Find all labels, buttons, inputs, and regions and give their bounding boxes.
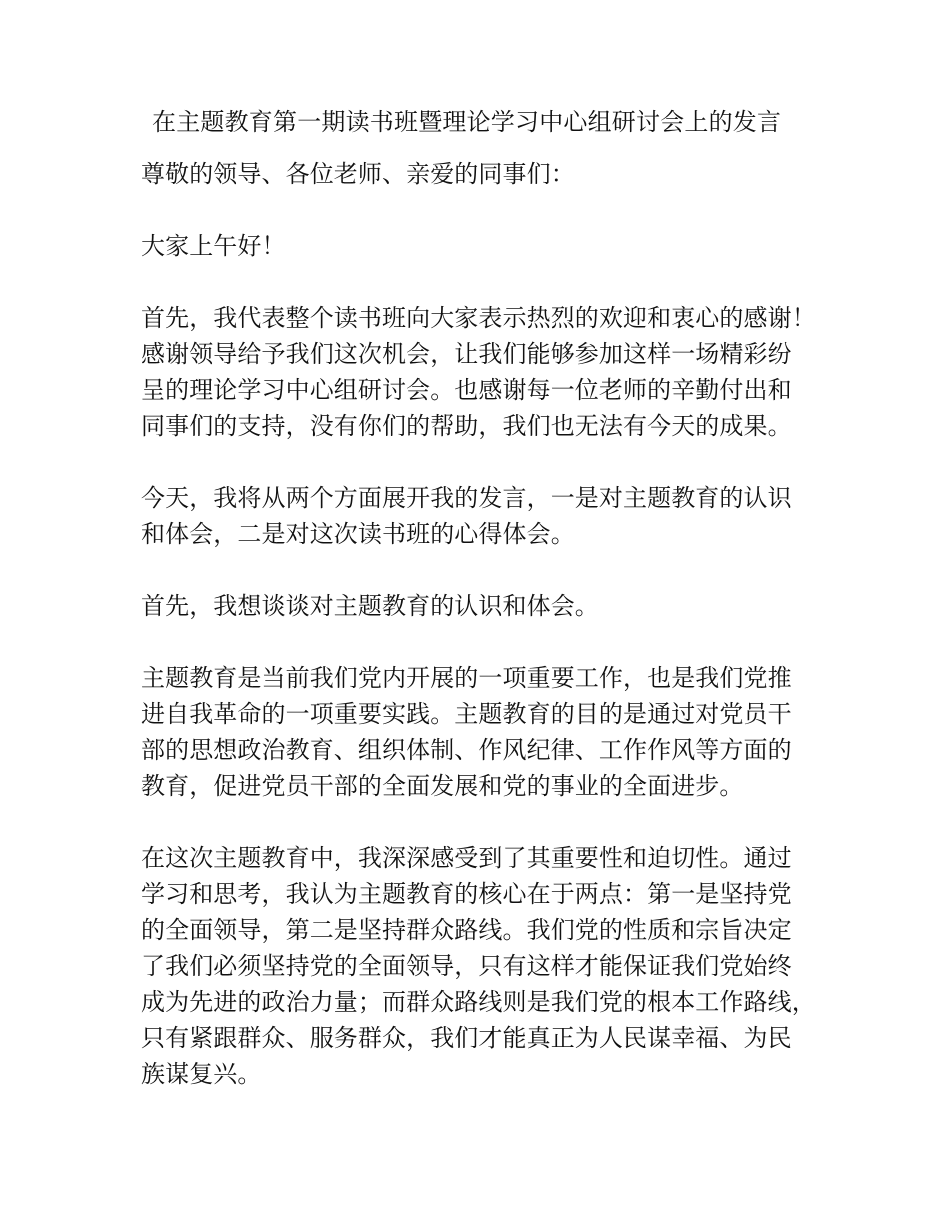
paragraph-core-points: 在这次主题教育中，我深深感受到了其重要性和迫切性。通过 学习和思考，我认为主题教育的核心在于两点：第一是坚持党 的全面领导，第二是坚持群众路线。我们党的性质和宗旨决定 了我们必须坚持党的全面领导，只有这样才能保证我们党始终 成为先进的政治力量；而群众路线则是我们党的根本工作路线， 只有紧跟群众、服务群众，我们才能真正为人民谋幸福、为民 族谋复兴。 (141, 844, 816, 1088)
paragraph-section-intro: 首先，我想谈谈对主题教育的认识和体会。 (141, 592, 599, 620)
paragraph-outline: 今天，我将从两个方面展开我的发言，一是对主题教育的认识 和体会，二是对这次读书班的心得体会。 (141, 484, 792, 548)
document-title: 在主题教育第一期读书班暨理论学习中心组研讨会上的发言 (152, 108, 782, 136)
paragraph-greeting: 大家上午好！ (141, 232, 286, 260)
document-body (141, 156, 841, 1128)
paragraph-theme-education: 主题教育是当前我们党内开展的一项重要工作，也是我们党推 进自我革命的一项重要实践。主题教育的目的是通过对党员干 部的思想政治教育、组织体制、作风纪律、工作作风等方面的 教育，促进党员干部的全面发展和党的事业的全面进步。 (141, 664, 792, 800)
paragraph-salutation: 尊敬的领导、各位老师、亲爱的同事们： (141, 160, 575, 188)
paragraph-thanks: 首先，我代表整个读书班向大家表示热烈的欢迎和衷心的感谢！ 感谢领导给予我们这次机会，让我们能够参加这样一场精彩纷 呈的理论学习中心组研讨会。也感谢每一位老师的辛勤付出和 同事们的支持，没有你们的帮助，我们也无法有今天的成果。 (141, 304, 816, 440)
